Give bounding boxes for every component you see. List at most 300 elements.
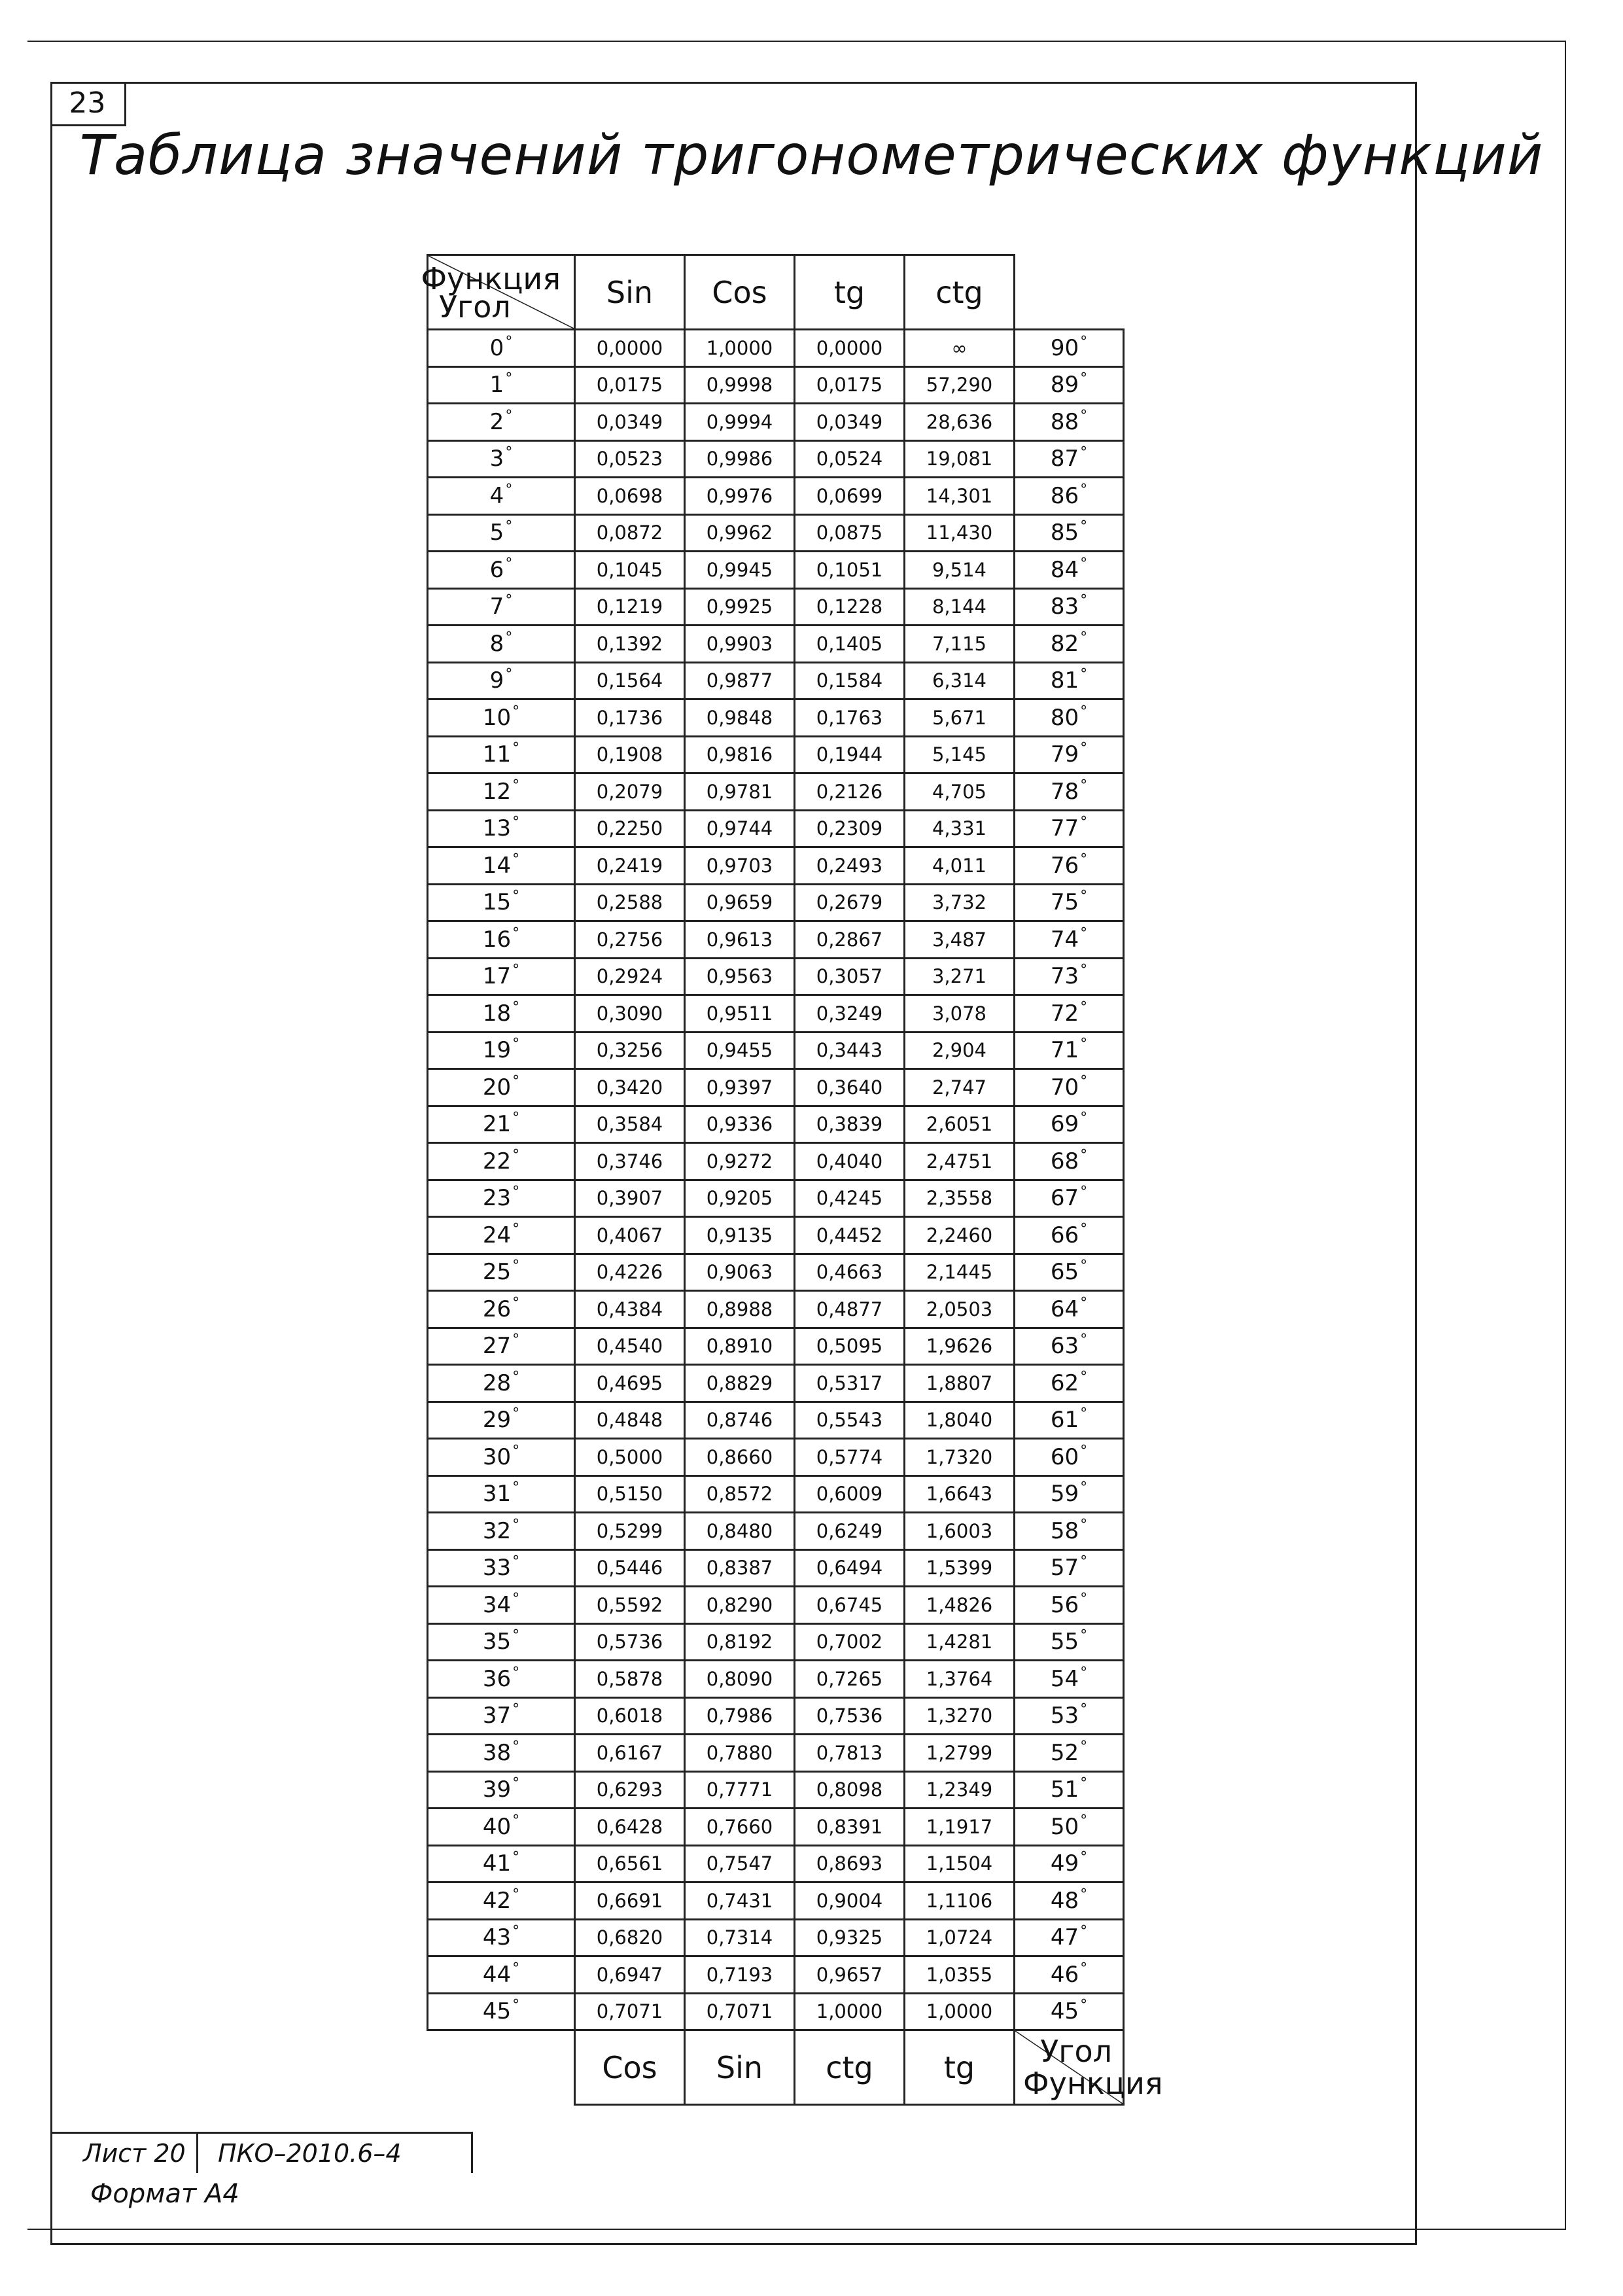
complement-angle-cell-value: 45 — [1050, 1998, 1079, 2025]
complement-angle-cell-value: 76 — [1050, 852, 1079, 879]
cell-tg: 0,8098 — [795, 1771, 905, 1809]
table-row — [428, 884, 1124, 921]
degree-symbol: ° — [505, 555, 513, 572]
degree-symbol: ° — [512, 703, 520, 720]
complement-angle-cell — [1015, 699, 1124, 737]
table-row — [428, 736, 1124, 773]
cell-sin: 0,1219 — [575, 588, 685, 626]
cell-ctg: 14,301 — [905, 478, 1015, 515]
cell-cos: 0,9848 — [685, 699, 795, 737]
complement-angle-cell — [1015, 1919, 1124, 1956]
complement-angle-cell — [1015, 404, 1124, 441]
complement-angle-cell-value: 57 — [1050, 1555, 1079, 1581]
cell-tg: 0,0875 — [795, 514, 905, 552]
cell-ctg: 1,0000 — [905, 1993, 1015, 2030]
cell-sin: 0,2250 — [575, 810, 685, 847]
complement-angle-cell-value: 75 — [1050, 889, 1079, 916]
degree-symbol: ° — [512, 1812, 520, 1829]
angle-cell — [428, 1587, 575, 1624]
angle-cell — [428, 330, 575, 367]
degree-symbol: ° — [1080, 1368, 1088, 1385]
complement-angle-cell — [1015, 810, 1124, 847]
cell-tg: 0,4663 — [795, 1254, 905, 1291]
angle-cell-value: 3 — [489, 446, 504, 472]
footer-corner-function-label: Функция — [1023, 2066, 1163, 2101]
cell-ctg: 1,0724 — [905, 1919, 1015, 1956]
degree-symbol: ° — [1080, 1775, 1088, 1792]
cell-ctg: 2,2460 — [905, 1217, 1015, 1254]
table-row — [428, 1771, 1124, 1809]
complement-angle-cell-value: 62 — [1050, 1369, 1079, 1396]
angle-cell — [428, 810, 575, 847]
cell-tg: 0,4245 — [795, 1180, 905, 1217]
table-row — [428, 1217, 1124, 1254]
complement-angle-cell-value: 72 — [1050, 1000, 1079, 1027]
header-col-ctg: ctg — [905, 255, 1015, 330]
cell-cos: 0,9336 — [685, 1106, 795, 1143]
cell-cos: 0,7547 — [685, 1845, 795, 1882]
cell-sin: 0,5592 — [575, 1587, 685, 1624]
angle-cell — [428, 1697, 575, 1735]
complement-angle-cell — [1015, 995, 1124, 1033]
angle-cell-value: 39 — [482, 1776, 512, 1803]
table-row — [428, 552, 1124, 589]
degree-symbol: ° — [512, 1332, 520, 1349]
angle-cell-value: 16 — [482, 926, 512, 953]
degree-symbol: ° — [1080, 1627, 1088, 1644]
cell-ctg: 5,145 — [905, 736, 1015, 773]
table-row — [428, 1439, 1124, 1476]
cell-cos: 0,8572 — [685, 1475, 795, 1513]
cell-ctg: 1,9626 — [905, 1328, 1015, 1365]
table-row — [428, 995, 1124, 1033]
complement-angle-cell-value: 82 — [1050, 630, 1079, 657]
angle-cell — [428, 440, 575, 478]
angle-cell-value: 32 — [482, 1517, 512, 1544]
degree-symbol: ° — [512, 740, 520, 757]
header-corner-function-label: Функция — [421, 261, 561, 296]
degree-symbol: ° — [1080, 1849, 1088, 1866]
header-corner-cell — [421, 255, 575, 330]
cell-sin: 0,5878 — [575, 1661, 685, 1698]
degree-symbol: ° — [512, 1775, 520, 1792]
complement-angle-cell — [1015, 1809, 1124, 1846]
cell-ctg: 6,314 — [905, 662, 1015, 699]
table-row — [428, 478, 1124, 515]
table-row — [428, 1809, 1124, 1846]
degree-symbol: ° — [1080, 1184, 1088, 1201]
cell-ctg: 4,331 — [905, 810, 1015, 847]
degree-symbol: ° — [512, 1479, 520, 1496]
cell-cos: 0,9455 — [685, 1032, 795, 1069]
complement-angle-cell — [1015, 1402, 1124, 1439]
table-row — [428, 958, 1124, 995]
angle-cell — [428, 958, 575, 995]
table-row — [428, 1623, 1124, 1661]
degree-symbol: ° — [1080, 592, 1088, 609]
complement-angle-cell — [1015, 588, 1124, 626]
angle-cell-value: 6 — [489, 556, 504, 583]
cell-cos: 0,7314 — [685, 1919, 795, 1956]
complement-angle-cell-value: 60 — [1050, 1443, 1079, 1470]
angle-cell-value: 45 — [482, 1998, 512, 2025]
cell-tg: 0,9004 — [795, 1882, 905, 1920]
complement-angle-cell-value: 46 — [1050, 1961, 1079, 1988]
complement-angle-cell-value: 63 — [1050, 1333, 1079, 1360]
angle-cell-value: 22 — [482, 1148, 512, 1174]
cell-sin: 0,3090 — [575, 995, 685, 1033]
cell-ctg: 19,081 — [905, 440, 1015, 478]
cell-cos: 0,9998 — [685, 366, 795, 404]
complement-angle-cell-value: 84 — [1050, 556, 1079, 583]
angle-cell-value: 34 — [482, 1591, 512, 1618]
complement-angle-cell — [1015, 1180, 1124, 1217]
cell-sin: 0,4540 — [575, 1328, 685, 1365]
angle-cell — [428, 1513, 575, 1550]
cell-ctg: 8,144 — [905, 588, 1015, 626]
complement-angle-cell — [1015, 1956, 1124, 1994]
table-row — [428, 1549, 1124, 1587]
cell-sin: 0,5150 — [575, 1475, 685, 1513]
degree-symbol: ° — [1080, 1590, 1088, 1607]
angle-cell-value: 33 — [482, 1555, 512, 1581]
complement-angle-cell — [1015, 1993, 1124, 2030]
complement-angle-cell — [1015, 366, 1124, 404]
degree-symbol: ° — [1080, 1960, 1088, 1977]
title-stamp — [50, 2132, 473, 2173]
degree-symbol: ° — [1080, 1072, 1088, 1089]
cell-cos: 0,9986 — [685, 440, 795, 478]
cell-cos: 0,9903 — [685, 626, 795, 663]
complement-angle-cell — [1015, 330, 1124, 367]
table-row — [428, 330, 1124, 367]
degree-symbol: ° — [512, 1258, 520, 1275]
angle-cell — [428, 404, 575, 441]
angle-cell-value: 7 — [489, 593, 504, 620]
complement-angle-cell — [1015, 1587, 1124, 1624]
cell-tg: 0,7002 — [795, 1623, 905, 1661]
cell-cos: 0,9659 — [685, 884, 795, 921]
degree-symbol: ° — [1080, 444, 1088, 461]
degree-symbol: ° — [512, 1553, 520, 1570]
table-footer-row — [428, 2030, 1124, 2105]
table-row — [428, 1032, 1124, 1069]
complement-angle-cell — [1015, 1365, 1124, 1402]
complement-angle-cell-value: 55 — [1050, 1629, 1079, 1655]
cell-tg: 0,7265 — [795, 1661, 905, 1698]
cell-tg: 0,1051 — [795, 552, 905, 589]
complement-angle-cell-value: 78 — [1050, 778, 1079, 805]
cell-ctg: 2,6051 — [905, 1106, 1015, 1143]
cell-ctg: 3,271 — [905, 958, 1015, 995]
cell-sin: 0,6428 — [575, 1809, 685, 1846]
cell-cos: 0,7771 — [685, 1771, 795, 1809]
cell-sin: 0,1564 — [575, 662, 685, 699]
degree-symbol: ° — [512, 1627, 520, 1644]
table-row — [428, 1845, 1124, 1882]
degree-symbol: ° — [1080, 1479, 1088, 1496]
page-title: Таблица значений тригонометрических функций — [79, 123, 1544, 187]
degree-symbol: ° — [512, 1110, 520, 1127]
angle-cell — [428, 514, 575, 552]
angle-cell — [428, 884, 575, 921]
cell-ctg: 1,0355 — [905, 1956, 1015, 1994]
degree-symbol: ° — [1080, 1332, 1088, 1349]
cell-ctg: 1,6643 — [905, 1475, 1015, 1513]
angle-cell — [428, 366, 575, 404]
angle-cell — [428, 1402, 575, 1439]
cell-sin: 0,1392 — [575, 626, 685, 663]
table-row — [428, 440, 1124, 478]
cell-ctg: 1,4826 — [905, 1587, 1015, 1624]
angle-cell — [428, 1032, 575, 1069]
cell-cos: 0,7071 — [685, 1993, 795, 2030]
angle-cell-value: 9 — [489, 667, 504, 694]
degree-symbol: ° — [1080, 998, 1088, 1016]
cell-tg: 0,5317 — [795, 1365, 905, 1402]
cell-cos: 0,8480 — [685, 1513, 795, 1550]
degree-symbol: ° — [512, 777, 520, 794]
complement-angle-cell — [1015, 1771, 1124, 1809]
cell-tg: 0,4877 — [795, 1291, 905, 1328]
cell-sin: 0,3746 — [575, 1143, 685, 1180]
degree-symbol: ° — [505, 407, 513, 424]
degree-symbol: ° — [512, 962, 520, 979]
complement-angle-cell-value: 67 — [1050, 1185, 1079, 1212]
degree-symbol: ° — [1080, 814, 1088, 831]
degree-symbol: ° — [512, 1516, 520, 1533]
degree-symbol: ° — [1080, 1516, 1088, 1533]
table-row — [428, 1291, 1124, 1328]
cell-tg: 0,3443 — [795, 1032, 905, 1069]
degree-symbol: ° — [1080, 1738, 1088, 1755]
complement-angle-cell-value: 70 — [1050, 1074, 1079, 1101]
complement-angle-cell — [1015, 736, 1124, 773]
sheet-number-box — [50, 82, 126, 126]
complement-angle-cell-value: 77 — [1050, 815, 1079, 842]
table-header-row — [428, 255, 1124, 330]
degree-symbol: ° — [512, 1997, 520, 2014]
degree-symbol: ° — [512, 1886, 520, 1903]
complement-angle-cell-value: 51 — [1050, 1776, 1079, 1803]
cell-tg: 0,9325 — [795, 1919, 905, 1956]
angle-cell-value: 27 — [482, 1333, 512, 1360]
complement-angle-cell — [1015, 1549, 1124, 1587]
cell-cos: 0,9205 — [685, 1180, 795, 1217]
angle-cell-value: 4 — [489, 482, 504, 509]
cell-cos: 0,9135 — [685, 1217, 795, 1254]
cell-cos: 0,9994 — [685, 404, 795, 441]
degree-symbol: ° — [1080, 703, 1088, 720]
footer-corner-cell — [1015, 2030, 1163, 2105]
angle-cell-value: 36 — [482, 1665, 512, 1692]
cell-ctg: 1,1504 — [905, 1845, 1015, 1882]
trig-table-body — [421, 255, 1163, 2105]
cell-cos: 0,9945 — [685, 552, 795, 589]
cell-sin: 0,4848 — [575, 1402, 685, 1439]
degree-symbol: ° — [1080, 851, 1088, 868]
degree-symbol: ° — [512, 1590, 520, 1607]
table-row — [428, 1402, 1124, 1439]
angle-cell-value: 21 — [482, 1111, 512, 1138]
degree-symbol: ° — [1080, 1258, 1088, 1275]
angle-cell-value: 17 — [482, 963, 512, 990]
complement-angle-cell-value: 73 — [1050, 963, 1079, 990]
cell-ctg: 1,2799 — [905, 1735, 1015, 1772]
cell-sin: 0,6018 — [575, 1697, 685, 1735]
angle-cell — [428, 1661, 575, 1698]
degree-symbol: ° — [512, 1220, 520, 1237]
degree-symbol: ° — [505, 370, 513, 387]
angle-cell-value: 30 — [482, 1443, 512, 1470]
degree-symbol: ° — [1080, 370, 1088, 387]
cell-cos: 0,7880 — [685, 1735, 795, 1772]
cell-cos: 0,8988 — [685, 1291, 795, 1328]
cell-cos: 0,8660 — [685, 1439, 795, 1476]
trim-line-top — [27, 41, 1565, 42]
angle-cell — [428, 1845, 575, 1882]
complement-angle-cell — [1015, 773, 1124, 811]
footer-col-sin: Sin — [685, 2030, 795, 2105]
complement-angle-cell-value: 71 — [1050, 1037, 1079, 1064]
stamp-sheet-label: Лист 20 — [50, 2134, 198, 2173]
degree-symbol: ° — [512, 1036, 520, 1053]
complement-angle-cell — [1015, 1475, 1124, 1513]
cell-sin: 0,6820 — [575, 1919, 685, 1956]
table-row — [428, 1993, 1124, 2030]
angle-cell-value: 15 — [482, 889, 512, 916]
angle-cell-value: 44 — [482, 1961, 512, 1988]
angle-cell — [428, 1328, 575, 1365]
cell-ctg: 1,2349 — [905, 1771, 1015, 1809]
complement-angle-cell-value: 56 — [1050, 1591, 1079, 1618]
format-label: Формат А4 — [90, 2179, 239, 2209]
stamp-document-code: ПКО–2010.6–4 — [198, 2134, 473, 2173]
header-corner-angle-label: Угол — [439, 289, 511, 325]
complement-angle-cell-value: 79 — [1050, 741, 1079, 768]
complement-angle-cell — [1015, 478, 1124, 515]
cell-ctg: 57,290 — [905, 366, 1015, 404]
table-row — [428, 847, 1124, 885]
cell-ctg: 1,7320 — [905, 1439, 1015, 1476]
table-row — [428, 626, 1124, 663]
cell-ctg: 3,732 — [905, 884, 1015, 921]
degree-symbol: ° — [512, 1368, 520, 1385]
cell-cos: 0,7431 — [685, 1882, 795, 1920]
complement-angle-cell-value: 66 — [1050, 1222, 1079, 1248]
cell-cos: 0,7660 — [685, 1809, 795, 1846]
cell-sin: 0,1045 — [575, 552, 685, 589]
angle-cell — [428, 1143, 575, 1180]
complement-angle-cell-value: 65 — [1050, 1259, 1079, 1286]
cell-ctg: 3,078 — [905, 995, 1015, 1033]
cell-ctg: 1,3764 — [905, 1661, 1015, 1698]
degree-symbol: ° — [1080, 407, 1088, 424]
complement-angle-cell — [1015, 1735, 1124, 1772]
cell-sin: 0,0698 — [575, 478, 685, 515]
angle-cell-value: 2 — [489, 408, 504, 435]
degree-symbol: ° — [1080, 740, 1088, 757]
degree-symbol: ° — [512, 814, 520, 831]
cell-ctg: 2,1445 — [905, 1254, 1015, 1291]
cell-tg: 0,2309 — [795, 810, 905, 847]
angle-cell — [428, 1809, 575, 1846]
sheet-number: 23 — [69, 86, 106, 120]
degree-symbol: ° — [512, 1184, 520, 1201]
table-row — [428, 1069, 1124, 1106]
cell-tg: 0,0175 — [795, 366, 905, 404]
complement-angle-cell-value: 80 — [1050, 704, 1079, 731]
cell-tg: 1,0000 — [795, 1993, 905, 2030]
cell-cos: 0,9925 — [685, 588, 795, 626]
complement-angle-cell-value: 52 — [1050, 1739, 1079, 1766]
cell-tg: 0,8391 — [795, 1809, 905, 1846]
cell-ctg: 2,0503 — [905, 1291, 1015, 1328]
complement-angle-cell-value: 68 — [1050, 1148, 1079, 1174]
cell-cos: 0,8192 — [685, 1623, 795, 1661]
degree-symbol: ° — [512, 888, 520, 905]
complement-angle-cell-value: 89 — [1050, 372, 1079, 398]
cell-cos: 0,9703 — [685, 847, 795, 885]
angle-cell-value: 8 — [489, 630, 504, 657]
angle-cell-value: 38 — [482, 1739, 512, 1766]
cell-tg: 0,5543 — [795, 1402, 905, 1439]
degree-symbol: ° — [1080, 1442, 1088, 1459]
cell-tg: 0,3640 — [795, 1069, 905, 1106]
complement-angle-cell — [1015, 1217, 1124, 1254]
footer-col-tg: tg — [905, 2030, 1015, 2105]
complement-angle-cell — [1015, 1291, 1124, 1328]
degree-symbol: ° — [1080, 518, 1088, 535]
angle-cell — [428, 1439, 575, 1476]
complement-angle-cell — [1015, 1697, 1124, 1735]
table-row — [428, 1106, 1124, 1143]
angle-cell — [428, 847, 575, 885]
footer-corner-angle-label: Угол — [1040, 2034, 1112, 2069]
cell-sin: 0,5000 — [575, 1439, 685, 1476]
angle-cell — [428, 662, 575, 699]
complement-angle-cell-value: 54 — [1050, 1665, 1079, 1692]
table-row — [428, 699, 1124, 737]
complement-angle-cell — [1015, 626, 1124, 663]
complement-angle-cell-value: 47 — [1050, 1924, 1079, 1951]
complement-angle-cell — [1015, 847, 1124, 885]
complement-angle-cell-value: 85 — [1050, 520, 1079, 546]
degree-symbol: ° — [1080, 1110, 1088, 1127]
angle-cell-value: 12 — [482, 778, 512, 805]
cell-tg: 0,0000 — [795, 330, 905, 367]
complement-angle-cell — [1015, 1032, 1124, 1069]
cell-tg: 0,2126 — [795, 773, 905, 811]
table-row — [428, 1919, 1124, 1956]
table-row — [428, 588, 1124, 626]
header-col-sin: Sin — [575, 255, 685, 330]
cell-tg: 0,0349 — [795, 404, 905, 441]
cell-tg: 0,6745 — [795, 1587, 905, 1624]
cell-sin: 0,2756 — [575, 921, 685, 959]
cell-sin: 0,1736 — [575, 699, 685, 737]
complement-angle-cell — [1015, 1623, 1124, 1661]
degree-symbol: ° — [512, 925, 520, 942]
angle-cell — [428, 552, 575, 589]
angle-cell-value: 40 — [482, 1813, 512, 1840]
angle-cell — [428, 1549, 575, 1587]
complement-angle-cell — [1015, 884, 1124, 921]
angle-cell-value: 0 — [489, 334, 504, 361]
angle-cell — [428, 921, 575, 959]
cell-sin: 0,1908 — [575, 736, 685, 773]
degree-symbol: ° — [1080, 1553, 1088, 1570]
